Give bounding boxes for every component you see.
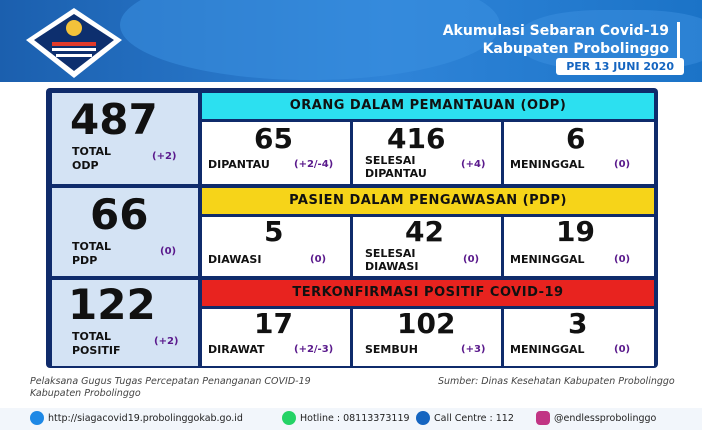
globe-icon	[30, 411, 44, 425]
positif-cell-sembuh	[353, 309, 501, 366]
odp-banner	[202, 93, 654, 119]
odp-total-label-1: TOTAL	[72, 145, 112, 158]
positif-cell-dirawat	[202, 309, 350, 366]
odp-total-card	[52, 93, 198, 184]
footer-instagram[interactable]	[536, 411, 656, 425]
pdp-total-card	[52, 188, 198, 276]
odp-cell-change: (0)	[614, 159, 631, 170]
footer-website[interactable]	[30, 411, 243, 425]
positif-cell-label: SEMBUH	[365, 343, 418, 356]
odp-cell-label: SELESAI	[365, 154, 416, 167]
footer-website-text: http://siagacovid19.probolinggokab.go.id	[48, 412, 243, 424]
pdp-cell-value: 42	[405, 215, 444, 248]
positif-total-card	[52, 280, 198, 366]
pdp-total-label-2: PDP	[72, 254, 98, 267]
pdp-cell-label-2: DIAWASI	[365, 260, 419, 273]
pdp-cell-change: (0)	[310, 254, 327, 265]
positif-banner	[202, 280, 654, 306]
pdp-total-value: 66	[90, 190, 149, 239]
header-title	[443, 22, 680, 58]
odp-total-change: (+2)	[152, 151, 177, 162]
title-line-1: Akumulasi Sebaran Covid-19	[442, 23, 669, 39]
footer-source: Sumber: Dinas Kesehatan Kabupaten Probolinggo	[438, 376, 675, 387]
pdp-cell-meninggal	[504, 217, 654, 276]
odp-cell-dipantau	[202, 122, 350, 184]
odp-cell-selesai	[353, 122, 501, 184]
gugus-tugas-logo	[22, 6, 126, 80]
pdp-cell-label: MENINGGAL	[510, 253, 585, 266]
odp-cell-change: (+4)	[461, 159, 486, 170]
odp-cell-value: 416	[387, 122, 446, 155]
positif-cell-label: MENINGGAL	[510, 343, 585, 356]
positif-cell-change: (0)	[614, 344, 631, 355]
pdp-cell-selesai	[353, 217, 501, 276]
positif-total-change: (+2)	[154, 336, 179, 347]
instagram-icon	[536, 411, 550, 425]
odp-total-value: 487	[70, 95, 158, 144]
positif-cell-label: DIRAWAT	[208, 343, 265, 356]
phone-icon	[416, 411, 430, 425]
pdp-total-change: (0)	[160, 246, 177, 257]
pdp-banner-text: PASIEN DALAM PENGAWASAN (PDP)	[289, 193, 567, 208]
odp-cell-label: DIPANTAU	[208, 158, 270, 171]
pdp-cell-value: 5	[264, 215, 284, 248]
odp-cell-label: MENINGGAL	[510, 158, 585, 171]
footer-call-centre[interactable]	[416, 411, 514, 425]
date-badge: PER 13 JUNI 2020	[556, 58, 684, 75]
footer-hotline[interactable]	[282, 411, 410, 425]
positif-cell-value: 3	[568, 307, 588, 340]
positif-cell-value: 102	[397, 307, 456, 340]
odp-cell-meninggal	[504, 122, 654, 184]
pdp-cell-change: (0)	[614, 254, 631, 265]
positif-total-value: 122	[68, 280, 156, 329]
positif-cell-change: (+3)	[461, 344, 486, 355]
positif-cell-change: (+2/-3)	[294, 344, 334, 355]
odp-cell-value: 65	[254, 122, 293, 155]
footer-instagram-text: @endlessprobolinggo	[554, 412, 657, 424]
positif-cell-value: 17	[254, 307, 293, 340]
odp-cell-label-2: DIPANTAU	[365, 167, 427, 180]
whatsapp-icon	[282, 411, 296, 425]
positif-cell-meninggal	[504, 309, 654, 366]
footer-call-centre-text: Call Centre : 112	[434, 412, 514, 424]
positif-banner-text: TERKONFIRMASI POSITIF COVID-19	[292, 285, 564, 300]
odp-banner-text: ORANG DALAM PEMANTAUAN (ODP)	[289, 98, 567, 113]
odp-total-label-2: ODP	[72, 159, 99, 172]
pdp-cell-change: (0)	[463, 254, 480, 265]
pdp-banner	[202, 188, 654, 214]
pdp-cell-label: DIAWASI	[208, 253, 262, 266]
odp-cell-value: 6	[566, 122, 586, 155]
footer-organizer-line-1: Pelaksana Gugus Tugas Percepatan Penanganan COVID-19	[30, 376, 311, 387]
footer-organizer-line-2: Kabupaten Probolinggo	[30, 388, 141, 399]
footer-hotline-text: Hotline : 08113373119	[300, 412, 410, 424]
pdp-total-label-1: TOTAL	[72, 240, 112, 253]
pdp-cell-label: SELESAI	[365, 247, 416, 260]
title-line-2: Kabupaten Probolinggo	[482, 41, 669, 57]
odp-cell-change: (+2/-4)	[294, 159, 334, 170]
pdp-cell-diawasi	[202, 217, 350, 276]
positif-total-label-1: TOTAL	[72, 330, 112, 343]
footer-organizer	[30, 376, 311, 400]
pdp-cell-value: 19	[556, 215, 595, 248]
logo-emblem-icon	[22, 6, 126, 80]
positif-total-label-2: POSITIF	[72, 344, 121, 357]
